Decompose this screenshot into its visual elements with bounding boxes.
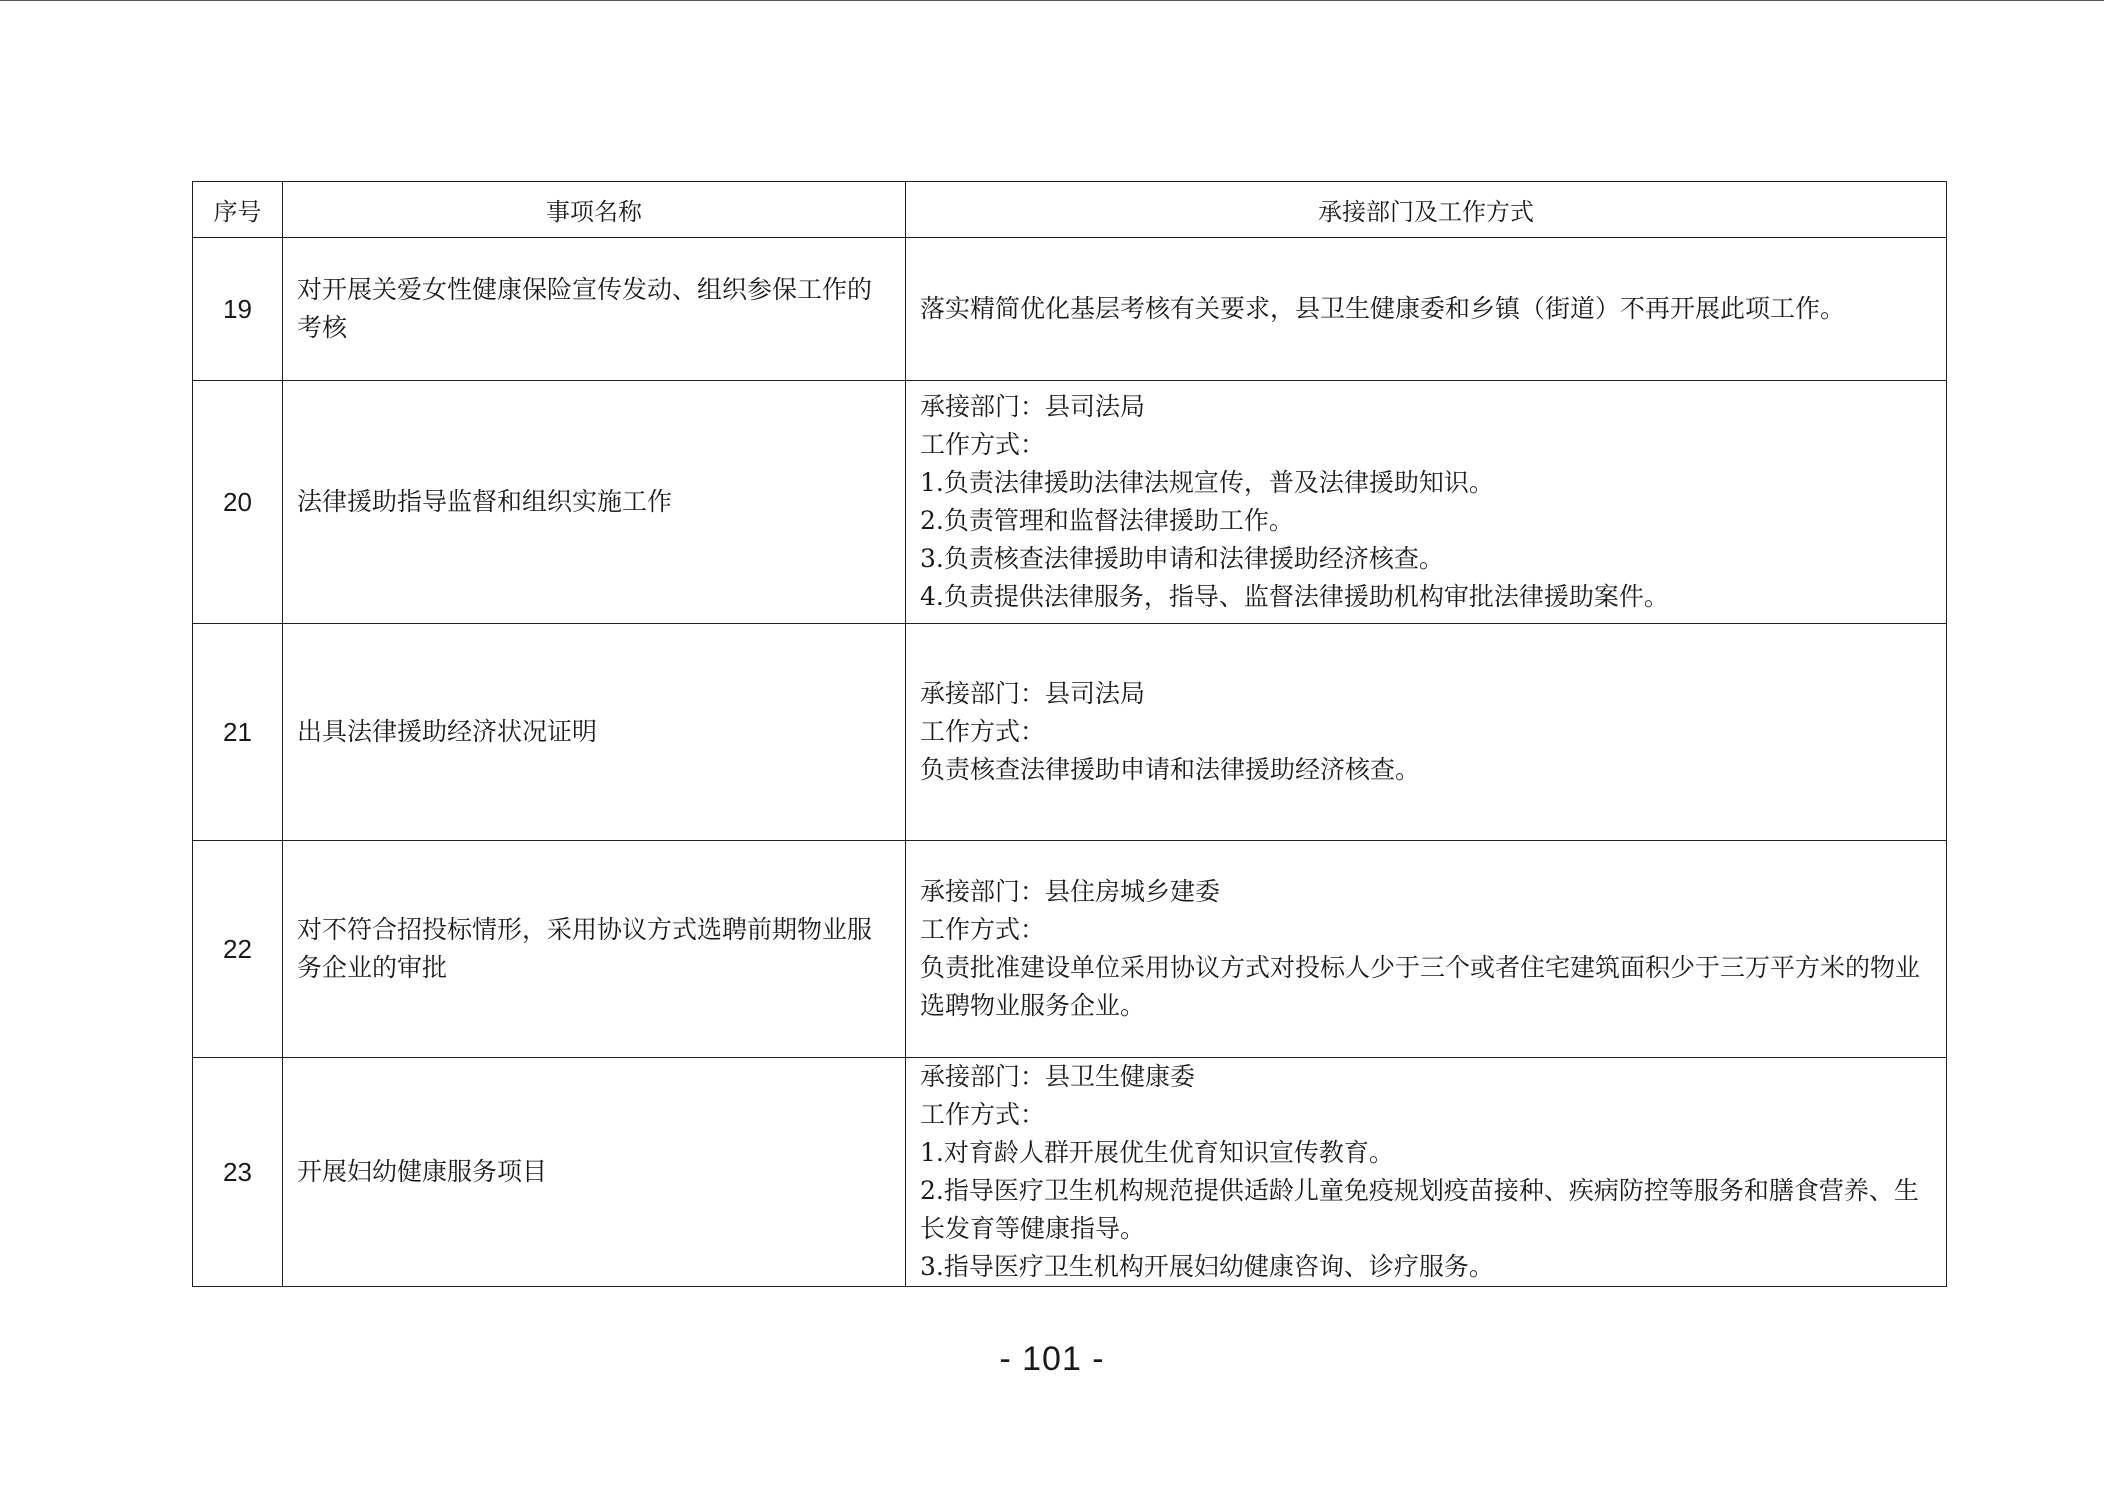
item-name xyxy=(283,238,906,381)
table-row xyxy=(193,238,1947,381)
table-row xyxy=(193,624,1947,841)
item-name xyxy=(283,381,906,624)
method-line: 2.指导医疗卫生机构规范提供适龄儿童免疫规划疫苗接种、疾病防控等服务和膳食营养、生长发育等健康指导。 xyxy=(920,1176,1919,1243)
method-line: 3.负责核查法律援助申请和法律援助经济核查。 xyxy=(920,544,1444,573)
method-heading: 工作方式： xyxy=(920,1100,1046,1129)
item-name-text: 对开展关爱女性健康保险宣传发动、组织参保工作的考核 xyxy=(297,275,873,342)
method-heading: 工作方式： xyxy=(920,717,1046,746)
department-line: 承接部门：县卫生健康委 xyxy=(920,1062,1196,1091)
table-row xyxy=(193,1058,1947,1287)
item-name-text: 开展妇幼健康服务项目 xyxy=(297,1157,548,1186)
row-number: 19 xyxy=(193,238,283,381)
row-number: 22 xyxy=(193,841,283,1058)
header-item-name: 事项名称 xyxy=(283,182,906,238)
method-line: 负责批准建设单位采用协议方式对投标人少于三个或者住宅建筑面积少于三万平方米的物业选聘物业服务企业。 xyxy=(920,953,1921,1020)
header-department-and-method: 承接部门及工作方式 xyxy=(906,182,1947,238)
method-line: 1.对育龄人群开展优生优育知识宣传教育。 xyxy=(920,1138,1394,1167)
task-table xyxy=(192,181,1947,1287)
item-name-text: 法律援助指导监督和组织实施工作 xyxy=(297,487,673,516)
item-name-text: 出具法律援助经济状况证明 xyxy=(297,717,598,746)
method-line: 负责核查法律援助申请和法律援助经济核查。 xyxy=(920,755,1421,784)
department-method xyxy=(906,1058,1947,1287)
method-line: 3.指导医疗卫生机构开展妇幼健康咨询、诊疗服务。 xyxy=(920,1252,1494,1281)
table-header-row xyxy=(193,182,1947,238)
table-row xyxy=(193,841,1947,1058)
method-line: 1.负责法律援助法律法规宣传，普及法律援助知识。 xyxy=(920,468,1494,497)
row-number: 20 xyxy=(193,381,283,624)
row-number: 23 xyxy=(193,1058,283,1287)
item-name-text: 对不符合招投标情形，采用协议方式选聘前期物业服务企业的审批 xyxy=(297,915,873,982)
department-method xyxy=(906,841,1947,1058)
department-line: 承接部门：县司法局 xyxy=(920,392,1146,421)
method-line: 4.负责提供法律服务，指导、监督法律援助机构审批法律援助案件。 xyxy=(920,582,1669,611)
department-method xyxy=(906,381,1947,624)
header-serial-number: 序号 xyxy=(193,182,283,238)
row-number: 21 xyxy=(193,624,283,841)
method-line: 2.负责管理和监督法律援助工作。 xyxy=(920,506,1294,535)
item-name xyxy=(283,624,906,841)
page-top-rule xyxy=(0,0,2104,1)
item-name xyxy=(283,1058,906,1287)
table-row xyxy=(193,381,1947,624)
method-heading: 工作方式： xyxy=(920,430,1046,459)
department-method xyxy=(906,238,1947,381)
method-line: 落实精简优化基层考核有关要求，县卫生健康委和乡镇（街道）不再开展此项工作。 xyxy=(920,294,1846,323)
item-name xyxy=(283,841,906,1058)
page-number: - 101 - xyxy=(999,1340,1105,1378)
department-line: 承接部门：县住房城乡建委 xyxy=(920,877,1221,906)
department-method xyxy=(906,624,1947,841)
department-line: 承接部门：县司法局 xyxy=(920,679,1146,708)
method-heading: 工作方式： xyxy=(920,915,1046,944)
